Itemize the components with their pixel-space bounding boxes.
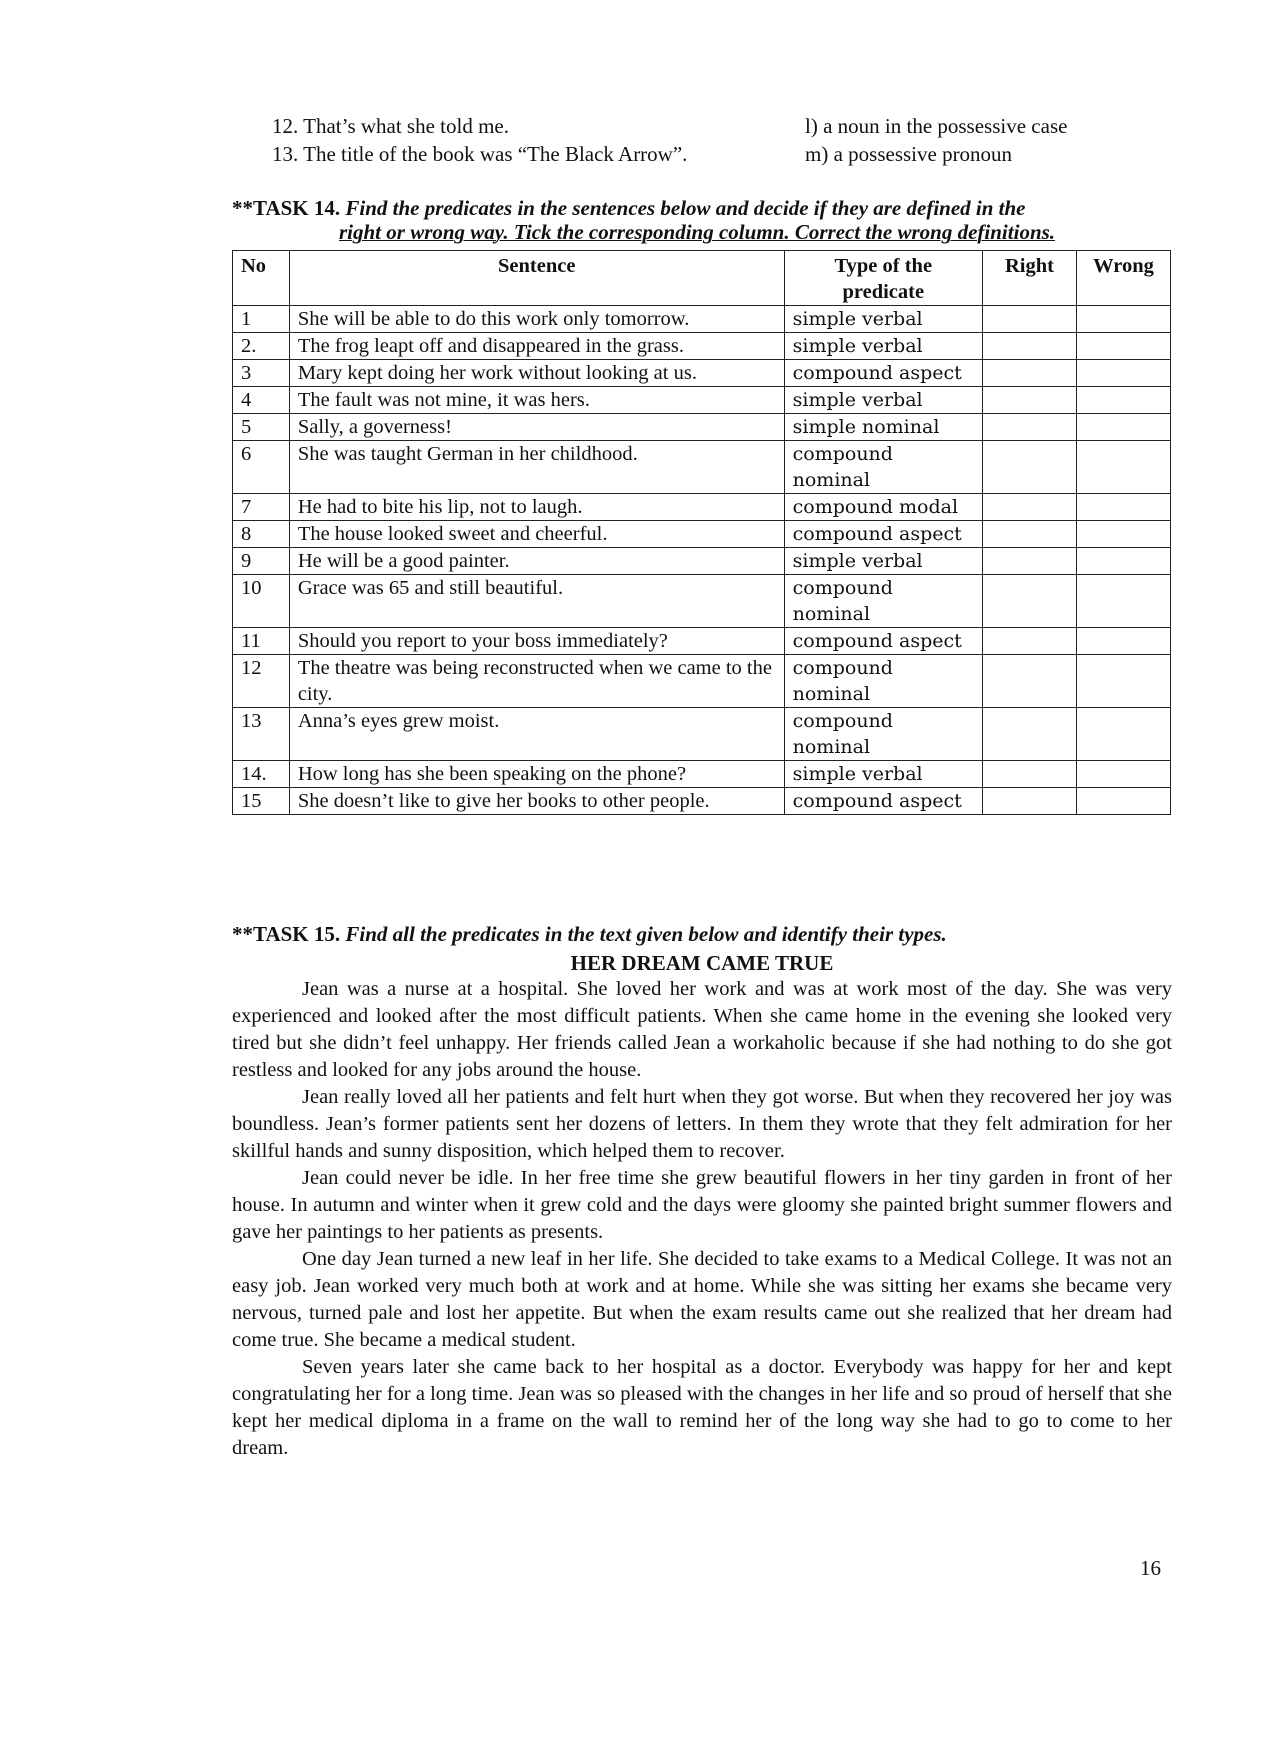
cell-right-checkbox[interactable]	[982, 761, 1076, 788]
task-15-label: **TASK 15.	[232, 922, 341, 946]
cell-predicate-type: compound nominal	[784, 441, 982, 494]
task-14-instruction-line2: right or wrong way. Tick the corresponding column. Correct the wrong definitions.	[339, 220, 1056, 244]
cell-predicate-type: compound nominal	[784, 708, 982, 761]
cell-no: 13	[233, 708, 290, 761]
cell-sentence: She was taught German in her childhood.	[289, 441, 784, 494]
cell-sentence: He had to bite his lip, not to laugh.	[289, 494, 784, 521]
cell-no: 15	[233, 788, 290, 815]
cell-sentence: He will be a good painter.	[289, 548, 784, 575]
cell-predicate-type: compound modal	[784, 494, 982, 521]
cell-sentence: Sally, a governess!	[289, 414, 784, 441]
cell-no: 12	[233, 655, 290, 708]
header-wrong: Wrong	[1076, 251, 1170, 306]
story-title: HER DREAM CAME TRUE	[570, 951, 834, 975]
table-row	[233, 360, 1171, 387]
cell-right-checkbox[interactable]	[982, 494, 1076, 521]
cell-predicate-type: simple nominal	[784, 414, 982, 441]
table-row	[233, 441, 1171, 494]
cell-sentence: Grace was 65 and still beautiful.	[289, 575, 784, 628]
cell-wrong-checkbox[interactable]	[1076, 441, 1170, 494]
cell-no: 8	[233, 521, 290, 548]
cell-predicate-type: simple verbal	[784, 548, 982, 575]
matching-option: l) a noun in the possessive case	[805, 114, 1068, 138]
cell-predicate-type: compound aspect	[784, 788, 982, 815]
page-number: 16	[1140, 1556, 1161, 1580]
story-paragraph: Jean could never be idle. In her free time she grew beautiful flowers in her tiny garden in front of her house. In autumn and winter when it grew cold and the days were gloomy she painted bright summer flowers and gave her paintings to her patients as presents.	[232, 1167, 1172, 1243]
matching-sentence: 13. The title of the book was “The Black Arrow”.	[272, 142, 688, 166]
cell-no: 3	[233, 360, 290, 387]
story-text	[232, 976, 1172, 1462]
cell-wrong-checkbox[interactable]	[1076, 333, 1170, 360]
header-no: No	[233, 251, 290, 306]
cell-wrong-checkbox[interactable]	[1076, 788, 1170, 815]
table-row	[233, 548, 1171, 575]
task-15-heading	[232, 922, 1172, 946]
cell-sentence: The fault was not mine, it was hers.	[289, 387, 784, 414]
cell-no: 2.	[233, 333, 290, 360]
cell-right-checkbox[interactable]	[982, 788, 1076, 815]
cell-sentence: The house looked sweet and cheerful.	[289, 521, 784, 548]
cell-sentence: Should you report to your boss immediately?	[289, 628, 784, 655]
cell-sentence: How long has she been speaking on the phone?	[289, 761, 784, 788]
cell-right-checkbox[interactable]	[982, 387, 1076, 414]
matching-sentence: 12. That’s what she told me.	[272, 114, 509, 138]
matching-row	[272, 112, 1132, 140]
predicates-table	[232, 250, 1171, 815]
story-paragraph: Jean was a nurse at a hospital. She loved her work and was at work most of the day. She was very experienced and looked after the most difficult patients. When she came home in the evening she looked very tired but she didn’t feel unhappy. Her friends called Jean a workaholic because if she had nothing to do she got restless and looked for any jobs around the house.	[232, 978, 1172, 1081]
task-14-heading	[232, 196, 1172, 244]
table-header-row	[233, 251, 1171, 306]
cell-right-checkbox[interactable]	[982, 708, 1076, 761]
cell-no: 4	[233, 387, 290, 414]
table-row	[233, 655, 1171, 708]
table-row	[233, 414, 1171, 441]
cell-wrong-checkbox[interactable]	[1076, 708, 1170, 761]
table-body	[233, 306, 1171, 815]
cell-predicate-type: simple verbal	[784, 761, 982, 788]
table-row	[233, 708, 1171, 761]
table-row	[233, 521, 1171, 548]
cell-predicate-type: compound nominal	[784, 655, 982, 708]
cell-sentence: She doesn’t like to give her books to other people.	[289, 788, 784, 815]
cell-sentence: The frog leapt off and disappeared in the grass.	[289, 333, 784, 360]
cell-right-checkbox[interactable]	[982, 575, 1076, 628]
cell-sentence: Mary kept doing her work without looking at us.	[289, 360, 784, 387]
table-row	[233, 788, 1171, 815]
cell-sentence: The theatre was being reconstructed when we came to the city.	[289, 655, 784, 708]
table-row	[233, 761, 1171, 788]
cell-right-checkbox[interactable]	[982, 441, 1076, 494]
cell-right-checkbox[interactable]	[982, 548, 1076, 575]
cell-right-checkbox[interactable]	[982, 306, 1076, 333]
matching-option: m) a possessive pronoun	[805, 142, 1013, 166]
cell-right-checkbox[interactable]	[982, 655, 1076, 708]
cell-wrong-checkbox[interactable]	[1076, 575, 1170, 628]
matching-list-continuation	[272, 112, 1132, 168]
cell-wrong-checkbox[interactable]	[1076, 761, 1170, 788]
cell-wrong-checkbox[interactable]	[1076, 628, 1170, 655]
cell-wrong-checkbox[interactable]	[1076, 360, 1170, 387]
cell-no: 7	[233, 494, 290, 521]
cell-right-checkbox[interactable]	[982, 333, 1076, 360]
header-sentence: Sentence	[289, 251, 784, 306]
cell-no: 1	[233, 306, 290, 333]
cell-right-checkbox[interactable]	[982, 414, 1076, 441]
table-row	[233, 628, 1171, 655]
matching-row	[272, 140, 1132, 168]
header-type: Type of the predicate	[784, 251, 982, 306]
task-15-instruction: Find all the predicates in the text given below and identify their types.	[345, 922, 947, 946]
cell-wrong-checkbox[interactable]	[1076, 387, 1170, 414]
cell-no: 5	[233, 414, 290, 441]
table-row	[233, 387, 1171, 414]
cell-no: 9	[233, 548, 290, 575]
story-paragraph: Jean really loved all her patients and felt hurt when they got worse. But when they recovered her joy was boundless. Jean’s former patients sent her dozens of letters. In them they wrote that they felt admiration for her skillful hands and sunny disposition, which helped them to recover.	[232, 1086, 1172, 1162]
cell-predicate-type: compound aspect	[784, 360, 982, 387]
cell-no: 11	[233, 628, 290, 655]
task-14-label: **TASK 14.	[232, 196, 341, 220]
cell-wrong-checkbox[interactable]	[1076, 306, 1170, 333]
cell-right-checkbox[interactable]	[982, 628, 1076, 655]
cell-right-checkbox[interactable]	[982, 521, 1076, 548]
cell-no: 10	[233, 575, 290, 628]
table-row	[233, 494, 1171, 521]
cell-predicate-type: simple verbal	[784, 333, 982, 360]
task-14-instruction-line1: Find the predicates in the sentences below and decide if they are defined in the	[345, 196, 1026, 220]
header-right: Right	[982, 251, 1076, 306]
story-paragraph: One day Jean turned a new leaf in her life. She decided to take exams to a Medical College. It was not an easy job. Jean worked very much both at work and at home. While she was sitting her exams she became very nervous, turned pale and lost her appetite. But when the exam results came out she realized that her dream had come true. She became a medical student.	[232, 1248, 1172, 1351]
cell-predicate-type: compound aspect	[784, 521, 982, 548]
cell-sentence: She will be able to do this work only tomorrow.	[289, 306, 784, 333]
cell-predicate-type: simple verbal	[784, 387, 982, 414]
cell-wrong-checkbox[interactable]	[1076, 521, 1170, 548]
cell-no: 6	[233, 441, 290, 494]
cell-wrong-checkbox[interactable]	[1076, 494, 1170, 521]
story-paragraph: Seven years later she came back to her hospital as a doctor. Everybody was happy for her and kept congratulating her for a long time. Jean was so pleased with the changes in her life and so proud of herself that she kept her medical diploma in a frame on the wall to remind her of the long way she had to go to come to her dream.	[232, 1356, 1172, 1459]
cell-wrong-checkbox[interactable]	[1076, 655, 1170, 708]
cell-wrong-checkbox[interactable]	[1076, 548, 1170, 575]
cell-predicate-type: compound aspect	[784, 628, 982, 655]
cell-wrong-checkbox[interactable]	[1076, 414, 1170, 441]
cell-predicate-type: simple verbal	[784, 306, 982, 333]
table-row	[233, 575, 1171, 628]
cell-predicate-type: compound nominal	[784, 575, 982, 628]
cell-right-checkbox[interactable]	[982, 360, 1076, 387]
table-row	[233, 306, 1171, 333]
cell-no: 14.	[233, 761, 290, 788]
cell-sentence: Anna’s eyes grew moist.	[289, 708, 784, 761]
table-row	[233, 333, 1171, 360]
